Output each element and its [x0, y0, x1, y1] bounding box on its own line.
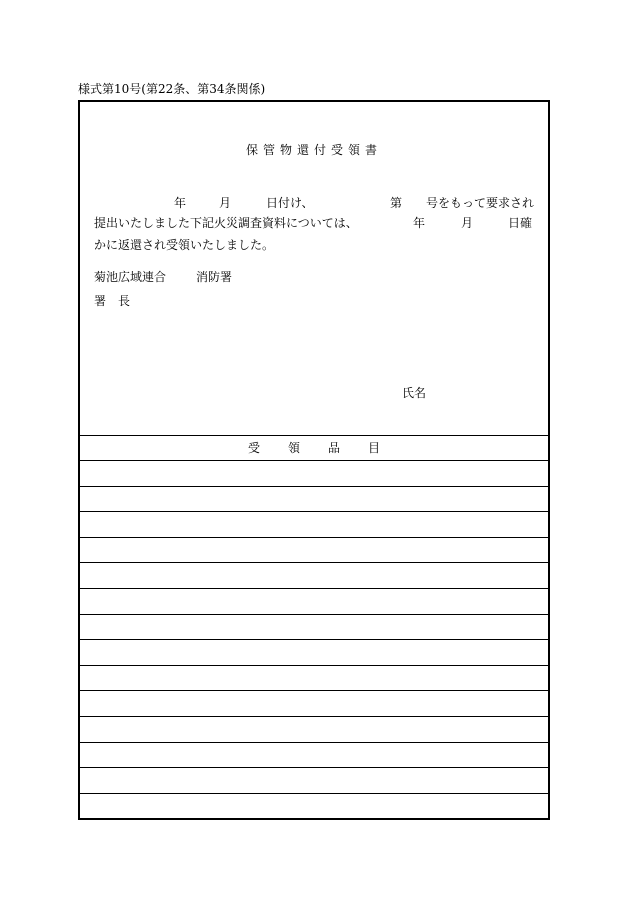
- header-char-2: 領: [287, 441, 300, 455]
- document-title: 保管物還付受領書: [245, 143, 382, 157]
- item-row: [80, 640, 548, 666]
- item-row: [80, 563, 548, 589]
- submission-text: 提出いたしました下記火災調査資料については、: [94, 216, 358, 230]
- header-char-1: 受: [247, 441, 260, 455]
- number-prefix: 第: [390, 196, 403, 210]
- receipt-form: [78, 100, 550, 820]
- month-label-1: 月: [219, 196, 232, 210]
- form-number: 様式第10号(第22条、第34条関係): [78, 82, 266, 96]
- request-text: 号をもって要求され: [426, 196, 535, 210]
- item-row: [80, 615, 548, 641]
- return-confirmation-text: かに返還され受領いたしました。: [94, 238, 275, 252]
- item-row: [80, 589, 548, 615]
- date-suffix-2: 日確: [508, 216, 533, 230]
- month-label-2: 月: [461, 216, 474, 230]
- year-label-1: 年: [174, 196, 187, 210]
- fire-station-name: 消防署: [196, 270, 233, 284]
- union-name: 菊池広域連合: [94, 270, 167, 284]
- receipt-body-section: [80, 102, 548, 436]
- header-char-3: 品: [328, 441, 341, 455]
- item-row: [80, 691, 548, 717]
- item-row: [80, 717, 548, 743]
- item-row: [80, 794, 548, 820]
- received-items-list: [80, 461, 548, 819]
- item-row: [80, 487, 548, 513]
- date-suffix-1: 日付け、: [266, 196, 314, 210]
- item-row: [80, 768, 548, 794]
- header-char-4: 目: [368, 441, 381, 455]
- chief-title: 署 長: [94, 294, 131, 308]
- item-row: [80, 512, 548, 538]
- item-row: [80, 461, 548, 487]
- received-items-header: [80, 436, 548, 461]
- item-row: [80, 743, 548, 769]
- signature-name-label: 氏名: [402, 386, 427, 400]
- item-row: [80, 538, 548, 564]
- year-label-2: 年: [413, 216, 426, 230]
- item-row: [80, 666, 548, 692]
